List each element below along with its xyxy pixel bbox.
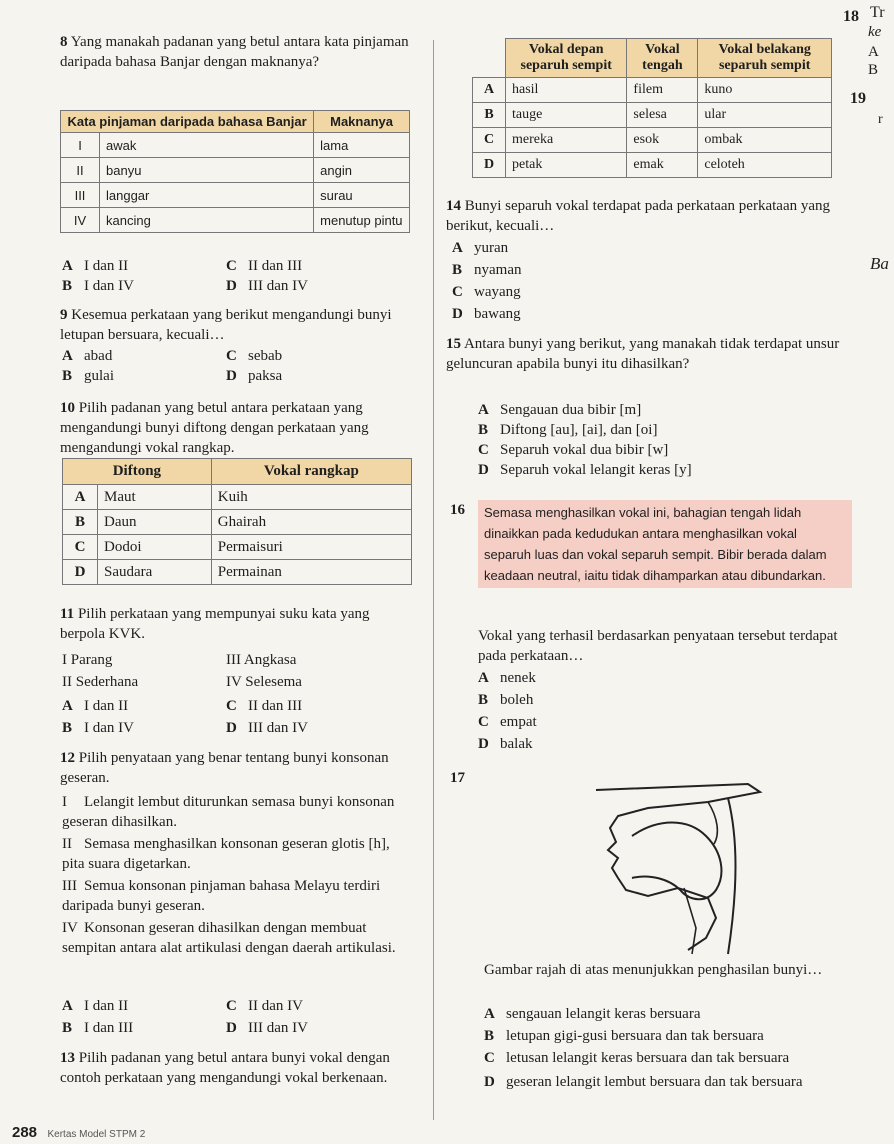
option-d[interactable]: D balak xyxy=(478,736,533,752)
option-a[interactable]: A abad xyxy=(62,348,113,364)
option-text: I dan II xyxy=(84,998,129,1014)
table-row[interactable] xyxy=(473,153,832,178)
question-14 xyxy=(446,196,836,236)
row-letter: D xyxy=(63,560,98,585)
option-text: sengauan lelangit keras bersuara xyxy=(506,1006,701,1022)
option-text: Diftong [au], [ai], dan [oi] xyxy=(500,422,658,438)
row-number: I xyxy=(61,133,100,158)
question-text: Pilih penyataan yang benar tentang bunyi konsonan geseran. xyxy=(60,750,389,786)
option-text: empat xyxy=(500,714,537,730)
question-number: 8 xyxy=(60,34,68,50)
item: III Angkasa xyxy=(226,652,297,668)
option-b[interactable]: B Diftong [au], [ai], dan [oi] xyxy=(478,422,658,438)
option-a[interactable]: A Sengauan dua bibir [m] xyxy=(478,402,642,418)
row-letter: D xyxy=(473,153,506,178)
option-text: nyaman xyxy=(474,262,522,278)
option-text: geseran lelangit lembut bersuara dan tak bersuara xyxy=(506,1074,803,1090)
question-13 xyxy=(60,1048,416,1088)
row-letter: A xyxy=(473,78,506,103)
option-text: sebab xyxy=(248,348,283,364)
option-text: balak xyxy=(500,736,533,752)
q16-note-box: Semasa menghasilkan vokal ini, bahagian tengah lidah dinaikkan pada kedudukan antara menghasilkan vokal separuh luas dan vokal separuh sempit. Bibir berada dalam keadaan neutral, iaitu tidak dihamparkan atau dibundarkan. xyxy=(478,500,852,588)
row-number: III xyxy=(61,183,100,208)
table-cell: langgar xyxy=(100,183,314,208)
question-15 xyxy=(446,334,846,374)
table-cell: Daun xyxy=(98,510,212,535)
option-d[interactable]: D paksa xyxy=(226,368,283,384)
edge-text: Ba xyxy=(870,254,889,273)
table-cell: esok xyxy=(627,128,698,153)
table-row[interactable] xyxy=(63,560,412,585)
statement-text: Semasa menghasilkan konsonan geseran glotis [h], pita suara digetarkan. xyxy=(62,836,390,872)
table-header: Maknanya xyxy=(314,111,410,133)
table-cell: Kuih xyxy=(211,485,411,510)
table-cell: Permainan xyxy=(211,560,411,585)
option-text: paksa xyxy=(248,368,283,384)
option-d[interactable]: D bawang xyxy=(452,306,521,322)
table-cell: petak xyxy=(506,153,627,178)
page-number: 288 xyxy=(12,1124,38,1141)
table-row xyxy=(61,133,410,158)
option-b[interactable]: B boleh xyxy=(478,692,534,708)
option-c[interactable]: C empat xyxy=(478,714,537,730)
table-cell: emak xyxy=(627,153,698,178)
row-number: II xyxy=(61,158,100,183)
option-text: I dan II xyxy=(84,698,129,714)
option-text: II dan III xyxy=(248,698,303,714)
row-number: IV xyxy=(61,208,100,233)
book-title: Kertas Model STPM 2 xyxy=(47,1129,146,1140)
question-number: 17 xyxy=(450,770,465,786)
table-row xyxy=(61,158,410,183)
option-text: abad xyxy=(84,348,113,364)
table-header: Vokal rangkap xyxy=(211,459,411,485)
option-text: boleh xyxy=(500,692,534,708)
option-c[interactable]: C II dan III xyxy=(226,258,303,274)
statement xyxy=(62,834,412,874)
statement-text: Konsonan geseran dihasilkan dengan membuat sempitan antara alat artikulasi dengan daerah artikulasi. xyxy=(62,920,396,956)
option-b[interactable]: B gulai xyxy=(62,368,114,384)
option-d[interactable]: D III dan IV xyxy=(226,278,308,294)
question-number: 15 xyxy=(446,336,461,352)
option-a[interactable]: A nenek xyxy=(478,670,536,686)
table-cell: hasil xyxy=(506,78,627,103)
table-cell: tauge xyxy=(506,103,627,128)
question-10 xyxy=(60,398,416,458)
table-cell: menutup pintu xyxy=(314,208,410,233)
edge-question-number: 19 xyxy=(850,90,866,107)
row-letter: A xyxy=(63,485,98,510)
table-cell: kuno xyxy=(698,78,832,103)
table-header: Vokal belakang separuh sempit xyxy=(698,39,832,78)
table-row[interactable] xyxy=(63,535,412,560)
table-cell: Permaisuri xyxy=(211,535,411,560)
row-letter: C xyxy=(473,128,506,153)
row-letter: B xyxy=(473,103,506,128)
row-letter: B xyxy=(63,510,98,535)
table-row[interactable] xyxy=(63,485,412,510)
question-number: 16 xyxy=(450,502,465,518)
table-header: Vokal depan separuh sempit xyxy=(506,39,627,78)
option-text: Separuh vokal lelangit keras [y] xyxy=(500,462,692,478)
option-text: nenek xyxy=(500,670,536,686)
option-text: Separuh vokal dua bibir [w] xyxy=(500,442,669,458)
option-c[interactable]: C letusan lelangit keras bersuara dan tak bersuara xyxy=(484,1050,790,1066)
option-text: I dan II xyxy=(84,258,129,274)
question-text: Vokal yang terhasil berdasarkan penyataan tersebut terdapat pada perkataan… xyxy=(478,628,838,664)
q14-table xyxy=(472,38,832,178)
option-b[interactable]: B nyaman xyxy=(452,262,522,278)
table-cell: Dodoi xyxy=(98,535,212,560)
table-header: Diftong xyxy=(63,459,212,485)
option-text: gulai xyxy=(84,368,114,384)
table-row xyxy=(61,183,410,208)
option-c[interactable]: C sebab xyxy=(226,348,283,364)
option-text: letusan lelangit keras bersuara dan tak bersuara xyxy=(506,1050,790,1066)
option-a[interactable]: A sengauan lelangit keras bersuara xyxy=(484,1006,701,1022)
option-text: wayang xyxy=(474,284,521,300)
question-number: 10 xyxy=(60,400,75,416)
question-12 xyxy=(60,748,416,788)
question-number: 9 xyxy=(60,307,68,323)
item: I Parang xyxy=(62,652,113,668)
option-text: I dan IV xyxy=(84,720,134,736)
table-cell: selesa xyxy=(627,103,698,128)
option-b[interactable]: B letupan gigi-gusi bersuara dan tak bersuara xyxy=(484,1028,764,1044)
option-c[interactable]: C II dan III xyxy=(226,698,303,714)
table-cell: Ghairah xyxy=(211,510,411,535)
item: IV Selesema xyxy=(226,674,302,690)
option-c[interactable]: C Separuh vokal dua bibir [w] xyxy=(478,442,669,458)
table-cell: Maut xyxy=(98,485,212,510)
item: II Sederhana xyxy=(62,674,139,690)
option-text: yuran xyxy=(474,240,509,256)
edge-text: Tr xyxy=(870,4,885,21)
column-divider xyxy=(433,40,434,1120)
table-cell: celoteh xyxy=(698,153,832,178)
option-a[interactable]: A I dan II xyxy=(62,258,129,274)
vocal-tract-diagram xyxy=(588,778,768,956)
question-text: Pilih padanan yang betul antara perkataan yang mengandungi bunyi diftong dengan perkataan yang mengandungi vokal rangkap. xyxy=(60,400,369,456)
table-row[interactable] xyxy=(473,78,832,103)
table-row xyxy=(61,208,410,233)
table-row[interactable] xyxy=(63,510,412,535)
question-number: 13 xyxy=(60,1050,75,1066)
question-text: Antara bunyi yang berikut, yang manakah tidak terdapat unsur geluncuran apabila bunyi itu dihasilkan? xyxy=(446,336,840,372)
option-d[interactable]: D III dan IV xyxy=(226,1020,308,1036)
option-b[interactable]: B I dan III xyxy=(62,1020,134,1036)
footer xyxy=(12,1124,145,1142)
statement-number: III xyxy=(62,878,77,894)
question-text: Gambar rajah di atas menunjukkan penghasilan bunyi… xyxy=(484,962,823,978)
option-d[interactable]: D Separuh vokal lelangit keras [y] xyxy=(478,462,692,478)
row-letter: C xyxy=(63,535,98,560)
option-c[interactable]: C II dan IV xyxy=(226,998,303,1014)
question-text: Pilih padanan yang betul antara bunyi vokal dengan contoh perkataan yang mengandungi vokal berkenaan. xyxy=(60,1050,390,1086)
option-text: letupan gigi-gusi bersuara dan tak bersuara xyxy=(506,1028,764,1044)
table-header xyxy=(473,39,506,78)
table-cell: mereka xyxy=(506,128,627,153)
option-text: I dan IV xyxy=(84,278,134,294)
q10-table xyxy=(62,458,412,585)
option-text: II dan III xyxy=(248,258,303,274)
q8-table xyxy=(60,110,410,233)
table-cell: kancing xyxy=(100,208,314,233)
question-text: Kesemua perkataan yang berikut mengandungi bunyi letupan bersuara, kecuali… xyxy=(60,307,392,343)
option-text: Sengauan dua bibir [m] xyxy=(500,402,642,418)
question-number: 11 xyxy=(60,606,75,622)
statement-number: IV xyxy=(62,920,78,936)
table-cell: lama xyxy=(314,133,410,158)
edge-text: B xyxy=(868,62,879,78)
option-b[interactable]: B I dan IV xyxy=(62,278,134,294)
option-text: III dan IV xyxy=(248,720,308,736)
option-a[interactable]: A I dan II xyxy=(62,698,129,714)
statement-text: Semua konsonan pinjaman bahasa Melayu terdiri daripada bunyi geseran. xyxy=(62,878,381,914)
edge-text: ke xyxy=(868,24,882,40)
option-text: bawang xyxy=(474,306,521,322)
option-text: II dan IV xyxy=(248,998,303,1014)
option-d[interactable]: D III dan IV xyxy=(226,720,308,736)
edge-text: A xyxy=(868,44,879,60)
option-b[interactable]: B I dan IV xyxy=(62,720,134,736)
statement xyxy=(62,918,412,958)
option-a[interactable]: A I dan II xyxy=(62,998,129,1014)
question-number: 12 xyxy=(60,750,75,766)
table-row[interactable] xyxy=(473,103,832,128)
table-cell: filem xyxy=(627,78,698,103)
statement-number: I xyxy=(62,794,67,810)
option-text: I dan III xyxy=(84,1020,134,1036)
question-text: Pilih perkataan yang mempunyai suku kata yang berpola KVK. xyxy=(60,606,370,642)
table-cell: awak xyxy=(100,133,314,158)
table-header: Vokal tengah xyxy=(627,39,698,78)
table-header: Kata pinjaman daripada bahasa Banjar xyxy=(61,111,314,133)
statement xyxy=(62,876,412,916)
question-number: 14 xyxy=(446,198,461,214)
question-text: Bunyi separuh vokal terdapat pada perkataan perkataan yang berikut, kecuali… xyxy=(446,198,831,234)
table-row[interactable] xyxy=(473,128,832,153)
question-text: Yang manakah padanan yang betul antara kata pinjaman daripada bahasa Banjar dengan maknanya? xyxy=(60,34,409,70)
table-cell: ombak xyxy=(698,128,832,153)
statement-text: Lelangit lembut diturunkan semasa bunyi konsonan geseran dihasilkan. xyxy=(62,794,395,830)
question-9 xyxy=(60,305,416,345)
edge-text: r xyxy=(878,112,883,127)
question-8 xyxy=(60,32,416,72)
statement-number: II xyxy=(62,836,72,852)
table-cell: banyu xyxy=(100,158,314,183)
table-cell: surau xyxy=(314,183,410,208)
option-text: III dan IV xyxy=(248,278,308,294)
next-page-number: 18 xyxy=(843,8,859,25)
table-cell: ular xyxy=(698,103,832,128)
option-a[interactable]: A yuran xyxy=(452,240,509,256)
table-cell: angin xyxy=(314,158,410,183)
option-c[interactable]: C wayang xyxy=(452,284,521,300)
table-cell: Saudara xyxy=(98,560,212,585)
option-text: III dan IV xyxy=(248,1020,308,1036)
question-11 xyxy=(60,604,416,644)
option-d[interactable]: D geseran lelangit lembut bersuara dan tak bersuara xyxy=(484,1074,803,1090)
statement xyxy=(62,792,412,832)
